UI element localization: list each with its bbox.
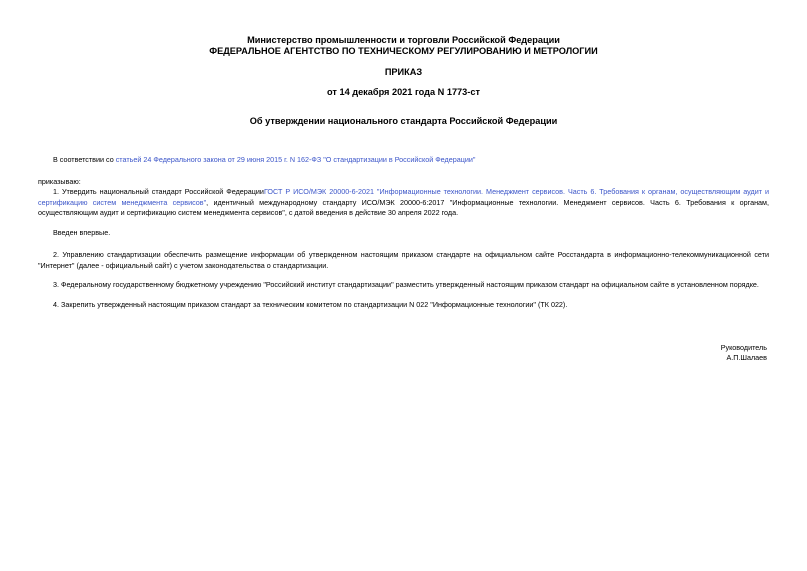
law-link[interactable]: статьей 24 Федерального закона от 29 июня 2015 г. N 162-ФЗ "О стандартизации в Российской Федерации" [115,155,476,164]
document-date-number: от 14 декабря 2021 года N 1773-ст [327,87,480,97]
item-1-rest: , идентичный международному стандарту ИСО/МЭК 20000-6:2017 "Информационные технологии. Менеджмент сервисов. Часть 6. Требования к органам, осуществляющим аудит и сертификацию систем менеджмента сервисов", с датой введения в действие 30 апреля 2022 года. [38,197,769,217]
agency-title: ФЕДЕРАЛЬНОЕ АГЕНТСТВО ПО ТЕХНИЧЕСКОМУ РЕГУЛИРОВАНИЮ И МЕТРОЛОГИИ [209,46,598,56]
signature-position: Руководитель [720,343,767,352]
preamble-text: В соответствии со [53,155,116,164]
standard-link[interactable]: ГОСТ Р ИСО/МЭК 20000-6-2021 "Информационные технологии. Менеджмент сервисов. Часть 6. Требования к органам, осуществляющим аудит и сертификацию систем менеджмента сервисов" [38,187,769,207]
introduced-note: Введен впервые. [53,228,111,237]
document-type: ПРИКАЗ [384,67,423,77]
item-1-text: 1. Утвердить национальный стандарт Российской Федерации [53,187,264,196]
signature-name: А.П.Шалаев [726,353,767,362]
document-subject: Об утверждении национального стандарта Российской Федерации [249,116,558,126]
item-4-paragraph: 4. Закрепить утвержденный настоящим приказом стандарт за техническим комитетом по стандартизации N 022 "Информационные технологии" (ТК 022). [53,300,568,309]
item-3-paragraph: 3. Федеральному государственному бюджетному учреждению "Российский институт стандартизации" разместить утвержденный настоящим приказом стандарт на официальном сайте в установленном порядке. [53,280,759,289]
item-1-paragraph [38,187,769,219]
ministry-title: Министерство промышленности и торговли Российской Федерации [247,35,560,45]
order-word: приказываю: [38,177,81,186]
item-2-paragraph: 2. Управлению стандартизации обеспечить размещение информации об утвержденном настоящим приказом стандарте на официальном сайте Росстандарта в информационно-телекоммуникационной сети "Интернет" (далее - официальный сайт) с учетом законодательства о стандартизации. [38,250,769,270]
preamble-paragraph [53,155,768,166]
